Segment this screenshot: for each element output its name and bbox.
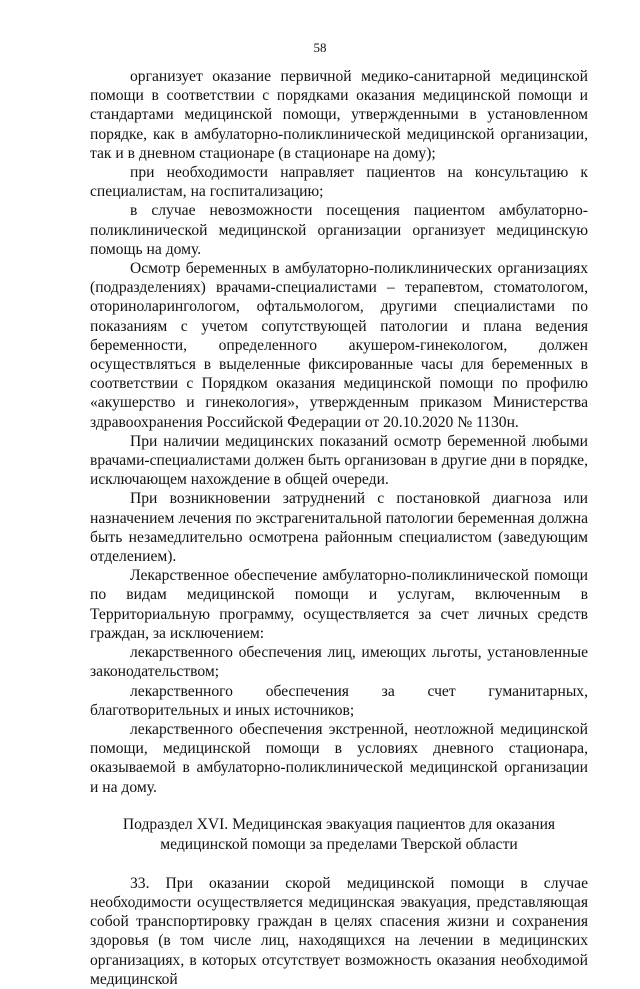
paragraph-referral: при необходимости направляет пациентов на консультацию к специалистам, на госпитализацию; — [90, 164, 588, 201]
paragraph-home-care: в случае невозможности посещения пациентом амбулаторно-поликлинической медицинской организации организует медицинскую помощь на дому. — [90, 202, 588, 258]
paragraph-evacuation: 33. При оказании скорой медицинской помощи в случае необходимости осуществляется медицинская эвакуация, представляющая собой транспортировку граждан в целях спасения жизни и сохранения здоровья (в том числе лиц, находящихся на лечении в медицинских организациях, в которых отсутствует возможность оказания необходимой медицинской — [90, 874, 588, 988]
subsection-heading-line1: Подраздел XVI. Медицинская эвакуация пациентов для оказания — [122, 815, 556, 833]
paragraph-exception-benefits: лекарственного обеспечения лиц, имеющих льготы, установленные законодательством; — [90, 644, 588, 681]
document-body — [90, 67, 588, 989]
paragraph-drug-provision: Лекарственное обеспечение амбулаторно-поликлинической помощи по видам медицинской помощи и услугам, включенным в Территориальную программу, осуществляется за счет личных средств граждан, за исключением: — [90, 567, 588, 642]
paragraph-organizes-care: организует оказание первичной медико-санитарной медицинской помощи в соответствии с порядками оказания медицинской помощи и стандартами медицинской помощи, утвержденными в установленном порядке, как в амбулаторно-поликлинической медицинской организации, так и в дневном стационаре (в стационаре на дому); — [90, 68, 588, 162]
paragraph-exception-emergency: лекарственного обеспечения экстренной, неотложной медицинской помощи, медицинской помощи в условиях дневного стационара, оказываемой в амбулаторно-поликлинической медицинской организации и на дому. — [90, 720, 588, 796]
paragraph-diagnosis-difficulty: При возникновении затруднений с постановкой диагноза или назначением лечения по экстрагенитальной патологии беременная должна быть незамедлительно осмотрена районным специалистом (заведующим отделением). — [90, 490, 588, 566]
page-number: 58 — [313, 40, 327, 55]
paragraph-medical-indications: При наличии медицинских показаний осмотр беременной любыми врачами-специалистами должен быть организован в другие дни в порядке, исключающем нахождение в общей очереди. — [90, 432, 588, 489]
paragraph-exception-charity: лекарственного обеспечения за счет гуманитарных, благотворительных и иных источников; — [90, 682, 588, 719]
subsection-heading — [90, 815, 588, 855]
paragraph-pregnant-exam: Осмотр беременных в амбулаторно-поликлинических организациях (подразделениях) врачами-специалистами – терапевтом, стоматологом, оториноларингологом, офтальмологом, другими специалистами по показаниям с учетом сопутствующей патологии и плана ведения беременности, определенного акушером-гинекологом, должен осуществляться в выделенные фиксированные часы для беременных в соответствии с Порядком оказания медицинской помощи по профилю «акушерство и гинекология», утвержденным приказом Министерства здравоохранения Российской Федерации от 20.10.2020 № 1130н. — [90, 260, 588, 431]
subsection-heading-line2: медицинской помощи за пределами Тверской области — [160, 835, 518, 853]
